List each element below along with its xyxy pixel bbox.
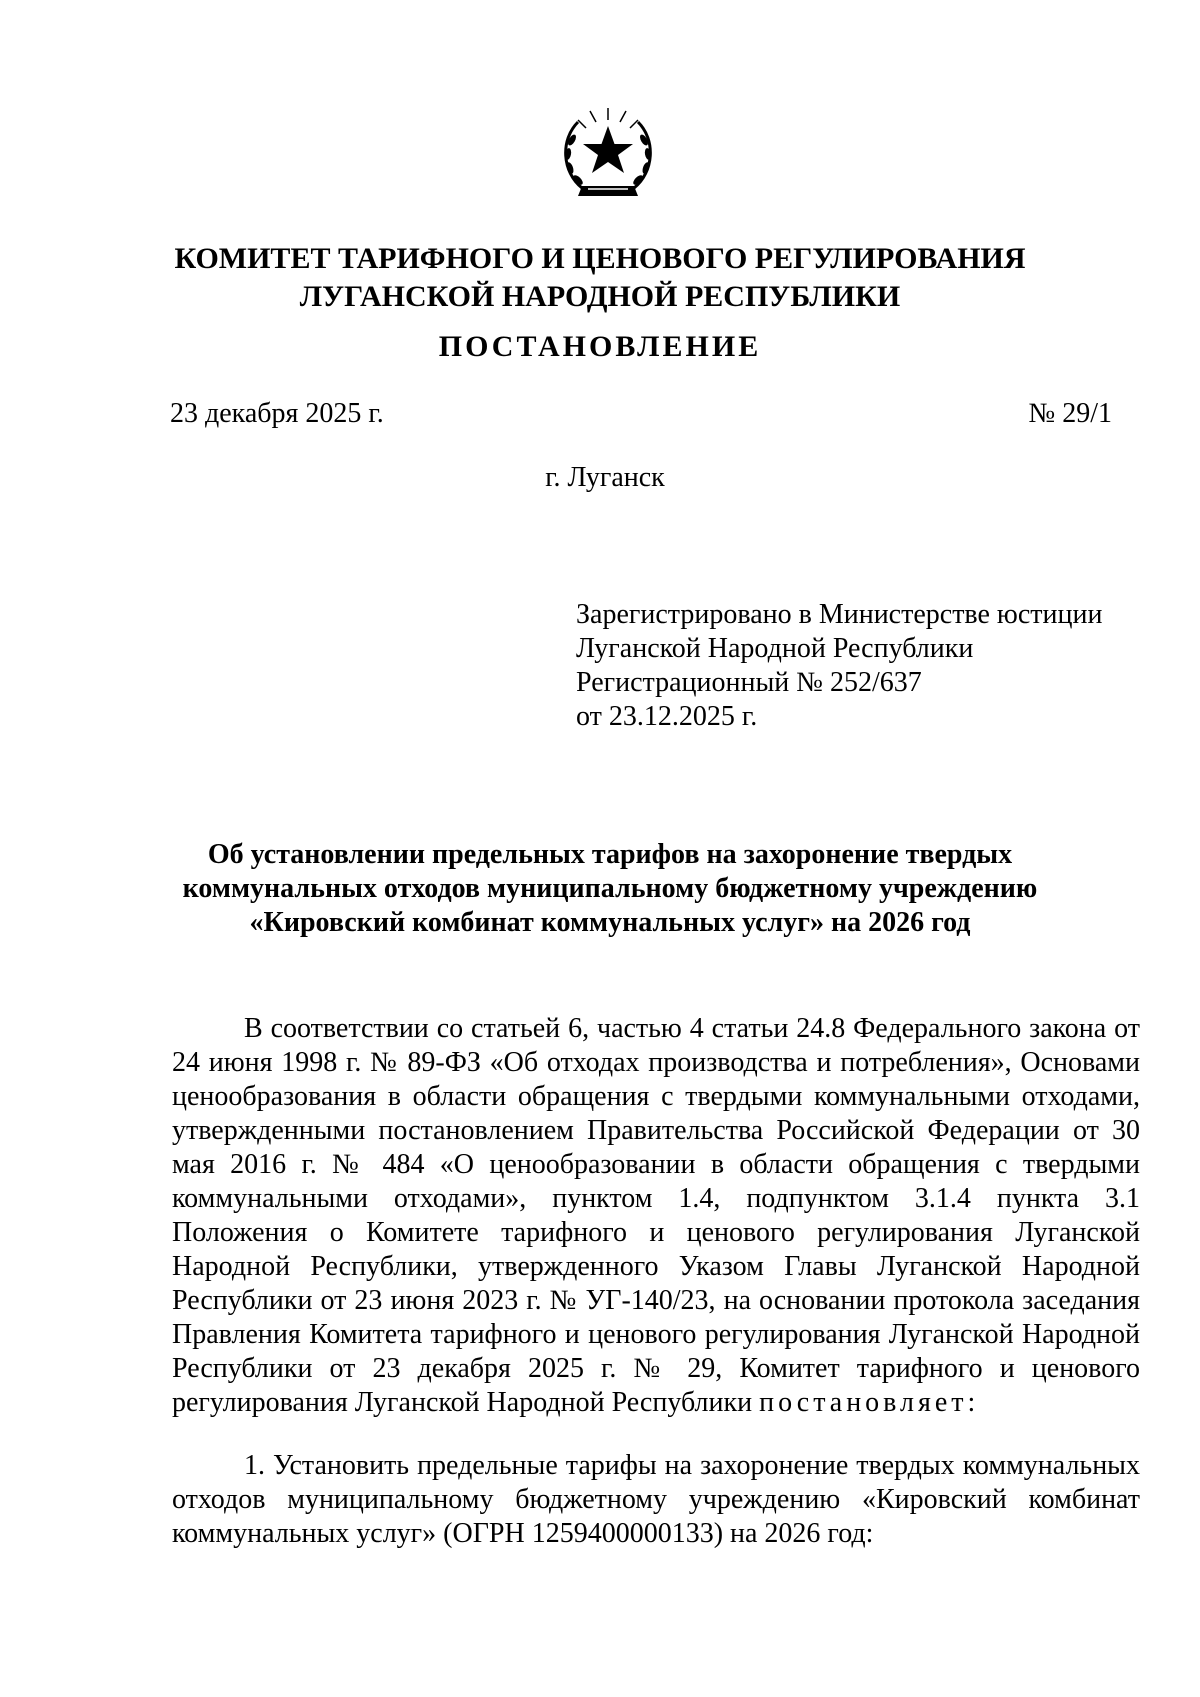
registration-line-2: Луганской Народной Республики xyxy=(576,633,974,664)
item-1-paragraph: 1. Установить предельные тарифы на захоронение твердых коммунальных отходов муниципальному бюджетному учреждению «Кировский комбинат коммунальных услуг» (ОГРН 1259400000133) на 2026 год: xyxy=(172,1450,1140,1549)
preamble-paragraph xyxy=(172,1012,1140,1420)
registration-line-3: Регистрационный № 252/637 xyxy=(576,667,922,698)
subject-line-3: «Кировский комбинат коммунальных услуг» на 2026 год xyxy=(249,907,971,938)
document-type: ПОСТАНОВЛЕНИЕ xyxy=(438,330,762,363)
subject-line-1: Об установлении предельных тарифов на захоронение твердых xyxy=(207,839,1013,870)
preamble-text: В соответствии со статьей 6, частью 4 статьи 24.8 Федерального закона от 24 июня 1998 г. № 89-ФЗ «Об отходах производства и потребления», Основами ценообразования в области обращения с твердыми коммунальными отходами, утвержденными постановлением Правительства Российской Федерации от 30 мая 2016 г. № 484 «О ценообразовании в области обращения с твердыми коммунальными отходами», пунктом 1.4, подпунктом 3.1.4 пункта 3.1 Положения о Комитете тарифного и ценового регулирования Луганской Народной Республики, утвержденного Указом Главы Луганской Народной Республики от 23 июня 2023 г. № УГ-140/23, на основании протокола заседания Правления Комитета тарифного и ценового регулирования Луганской Народной Республики от 23 декабря 2025 г. № 29, Комитет тарифного и ценового регулирования Луганской Народной Республики xyxy=(172,1013,1140,1418)
registration-line-1: Зарегистрировано в Министерстве юстиции xyxy=(576,599,1103,630)
document-date: 23 декабря 2025 г. xyxy=(170,398,384,429)
committee-title-line-2: ЛУГАНСКОЙ НАРОДНОЙ РЕСПУБЛИКИ xyxy=(299,280,901,313)
document-city: г. Луганск xyxy=(545,462,665,493)
decree-word: постановляет: xyxy=(759,1387,980,1418)
registration-stamp xyxy=(576,598,1102,734)
subject-line-2: коммунальных отходов муниципальному бюджетному учреждению xyxy=(182,873,1038,904)
document-number: № 29/1 xyxy=(1028,398,1112,429)
committee-title xyxy=(150,240,1050,316)
registration-line-4: от 23.12.2025 г. xyxy=(576,701,758,732)
lpr-coat-of-arms-icon xyxy=(552,100,664,212)
document-subject xyxy=(170,838,1050,940)
committee-title-line-1: КОМИТЕТ ТАРИФНОГО И ЦЕНОВОГО РЕГУЛИРОВАНИЯ xyxy=(174,242,1026,275)
